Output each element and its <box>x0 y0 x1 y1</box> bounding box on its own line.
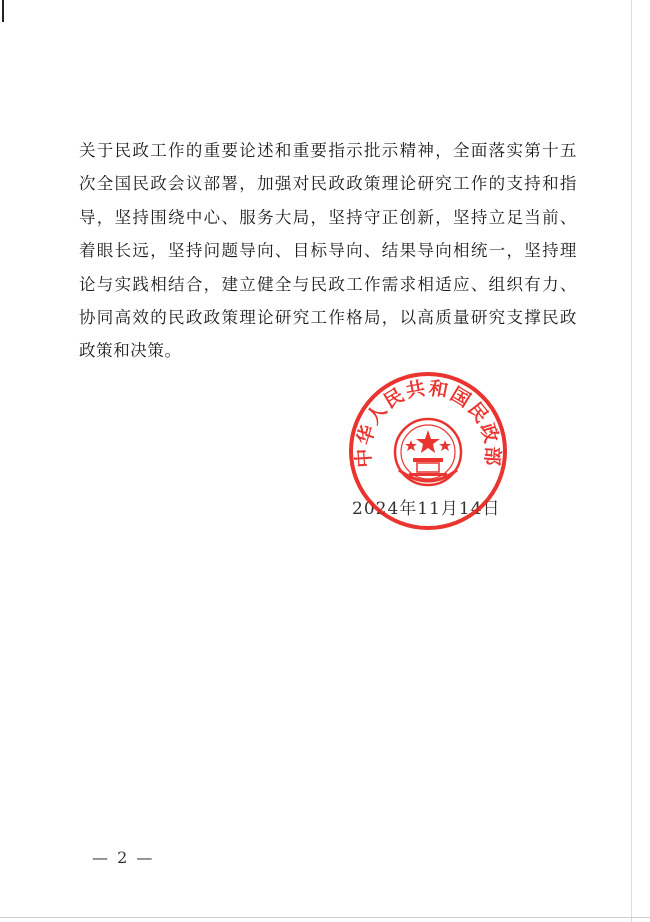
paragraph-line: 政策和决策。 <box>79 341 182 361</box>
document-body <box>79 134 577 368</box>
official-seal <box>347 370 509 532</box>
paragraph-line: 关于民政工作的重要论述和重要指示批示精神，全面落实第十五 <box>79 141 577 160</box>
seal-text <box>351 376 504 468</box>
paragraph-line: 次全国民政会议部署，加强对民政政策理论研究工作的支持和指 <box>79 174 577 194</box>
scan-bottom-line <box>0 917 650 918</box>
paragraph-line: 论与实践相结合，建立健全与民政工作需求相适应、组织有力、 <box>79 274 577 294</box>
paragraph-line: 导，坚持围绕中心、服务大局，坚持守正创新，坚持立足当前、 <box>79 207 577 227</box>
page-number: — 2 — <box>92 848 155 867</box>
seal-text-path: 中华人民共和国民政部 <box>352 377 504 469</box>
scan-edge-mark <box>2 0 4 22</box>
paragraph-line: 协同高效的民政政策理论研究工作格局，以高质量研究支撑民政 <box>79 307 577 327</box>
scan-edge-line <box>631 0 632 922</box>
document-date: 2024年11月14日 <box>352 499 501 519</box>
national-emblem-icon <box>395 419 461 485</box>
paragraph-line: 着眼长远，坚持问题导向、目标导向、结果导向相统一，坚持理 <box>79 241 577 261</box>
